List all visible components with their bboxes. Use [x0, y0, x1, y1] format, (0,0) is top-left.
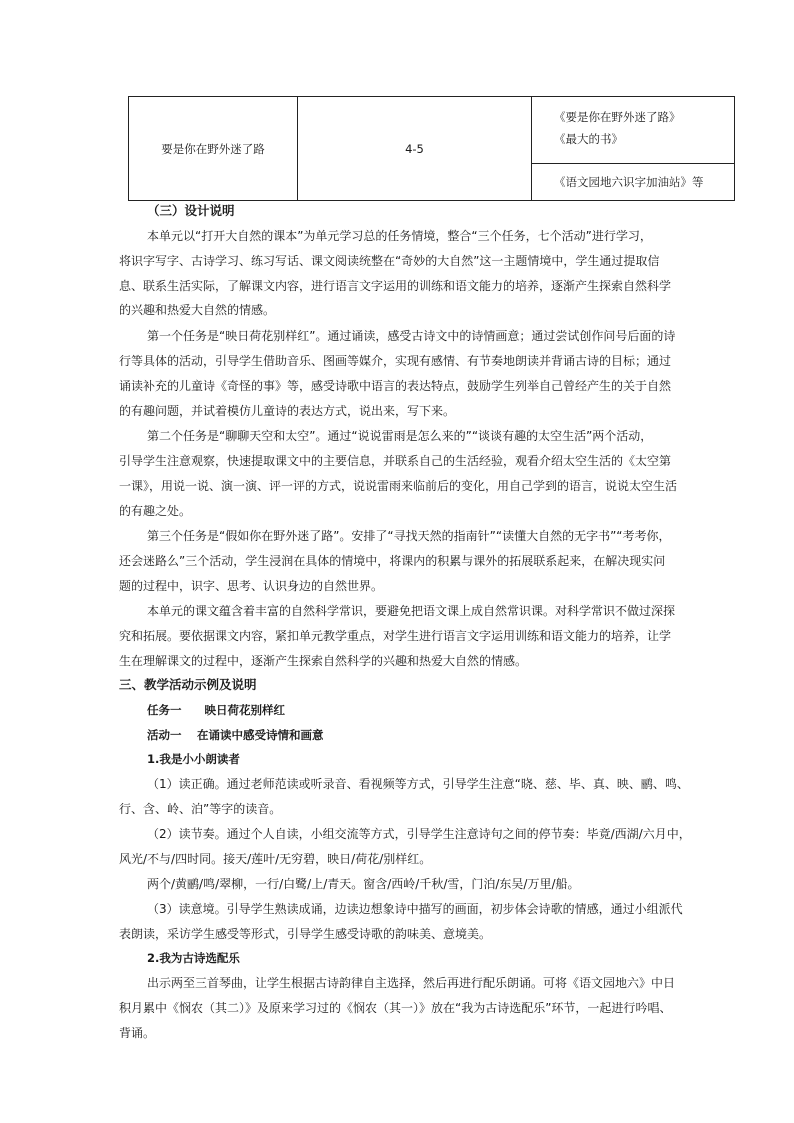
activity-heading: 活动一 在诵读中感受诗情和画意	[147, 728, 324, 742]
section-heading-design: （三）设计说明	[147, 203, 235, 218]
paragraph-line: （1）读正确。通过老师范读或听录音、看视频等方式，引导学生注意“晓、慈、毕、真、映、鹂、鸣、	[147, 777, 689, 791]
paragraph-line: 第一个任务是“映日荷花别样红”。通过诵读，感受古诗文中的诗情画意；通过尝试创作问号后面的诗	[147, 329, 676, 343]
task-heading: 任务一 映日荷花别样红	[147, 703, 285, 717]
paragraph-line: 生在理解课文的过程中，逐渐产生探索自然科学的兴趣和热爱大自然的情感。	[119, 654, 528, 668]
table-cell-lessons	[298, 97, 532, 200]
paragraph-line: 第三个任务是“假如你在野外迷了路”。安排了“寻找天然的指南针”“读懂大自然的无字书”“考考你，	[147, 529, 671, 543]
paragraph-line: 本单元以“打开大自然的课本”为单元学习总的任务情境，整合“三个任务，七个活动”进行学习，	[147, 229, 652, 243]
paragraph-line: 将识字写字、古诗学习、练习写话、课文阅读统整在“奇妙的大自然”这一主题情境中，学生通过提取信	[119, 254, 660, 268]
lessons-text: 4-5	[405, 141, 424, 156]
paragraph-line: 行、含、岭、泊”等字的读音。	[119, 802, 282, 816]
paragraph-line: 究和拓展。要依据课文内容，紧扣单元教学重点，对学生进行语言文字运用训练和语文能力的培养，让学	[119, 629, 672, 643]
paragraph-line: 引导学生注意观察，快速提取课文中的主要信息，并联系自己的生活经验，观看介绍太空生活的《太空第	[119, 454, 672, 468]
table-cell-books-top	[532, 97, 734, 164]
table-cell-unit-title	[129, 97, 298, 200]
paragraph-line: 出示两至三首琴曲，让学生根据古诗韵律自主选择，然后再进行配乐朗诵。可将《语文园地六》中日	[147, 976, 676, 990]
paragraph-line: 的兴趣和热爱大自然的情感。	[119, 303, 276, 317]
paragraph-line: 风光/不与/四时同。接天/莲叶/无穷碧，映日/荷花/别样红。	[119, 852, 432, 866]
paragraph-line: （3）读意境。引导学生熟读成诵，边读边想象诗中描写的画面，初步体会诗歌的情感，通过小组派代	[147, 902, 683, 916]
extra-book-title: 《语文园地六识字加油站》等	[554, 175, 704, 189]
subsection-heading: 1.我是小小朗读者	[147, 752, 240, 766]
paragraph-line: 题的过程中，识字、思考、认识身边的自然世界。	[119, 579, 384, 593]
paragraph-line: 息、联系生活实际，了解课文内容，进行语言文字运用的训练和语文能力的培养，逐渐产生探索自然科学	[119, 279, 672, 293]
paragraph-line: 的有趣问题，并试着模仿儿童诗的表达方式，说出来，写下来。	[119, 404, 456, 418]
paragraph-line: 两个/黄鹂/鸣/翠柳，一行/白鹭/上/青天。窗含/西岭/千秋/雪，门泊/东吴/万里/船。	[147, 877, 580, 891]
paragraph-line: （2）读节奏。通过个人自读，小组交流等方式，引导学生注意诗句之间的停节奏：毕竟/西湖/六月中，	[147, 827, 691, 841]
table-cell-books-bottom	[532, 164, 734, 200]
section-heading-activities: 三、教学活动示例及说明	[119, 677, 257, 692]
paragraph-line: 积月累中《悯农（其二）》及原来学习过的《悯农（其一）》放在“我为古诗选配乐”环节，一起进行吟唱、	[119, 1001, 672, 1015]
table-cell-books	[532, 97, 734, 200]
paragraph-line: 背诵。	[119, 1026, 156, 1040]
paragraph-line: 表朗读，采访学生感受等形式，引导学生感受诗歌的韵味美、意境美。	[119, 927, 492, 941]
paragraph-line: 诵读补充的儿童诗《奇怪的事》等，感受诗歌中语言的表达特点，鼓励学生列举自己曾经产生的关于自然	[119, 379, 672, 393]
unit-title-text: 要是你在野外迷了路	[161, 141, 265, 156]
book-title: 《最大的书》	[554, 132, 623, 146]
book-title: 《要是你在野外迷了路》	[554, 110, 681, 124]
paragraph-line: 行等具体的活动，引导学生借助音乐、图画等媒介，实现有感情、有节奏地朗读并背诵古诗的目标；通过	[119, 354, 672, 368]
paragraph-line: 一课》，用说一说、演一演、评一评的方式，说说雷雨来临前后的变化，用自己学到的语言，说说太空生活	[119, 479, 678, 493]
paragraph-line: 本单元的课文蕴含着丰富的自然科学常识，要避免把语文课上成自然常识课。对科学常识不做过深探	[147, 604, 676, 618]
unit-table	[128, 96, 735, 201]
paragraph-line: 还会迷路么”三个活动，学生浸润在具体的情境中，将课内的积累与课外的拓展联系起来，在解决现实问	[119, 554, 666, 568]
subsection-heading: 2.我为古诗选配乐	[147, 951, 240, 965]
paragraph-line: 第二个任务是“聊聊天空和太空”。通过“说说雷雨是怎么来的”“谈谈有趣的太空生活”两个活动，	[147, 429, 653, 443]
paragraph-line: 的有趣之处。	[119, 504, 192, 518]
